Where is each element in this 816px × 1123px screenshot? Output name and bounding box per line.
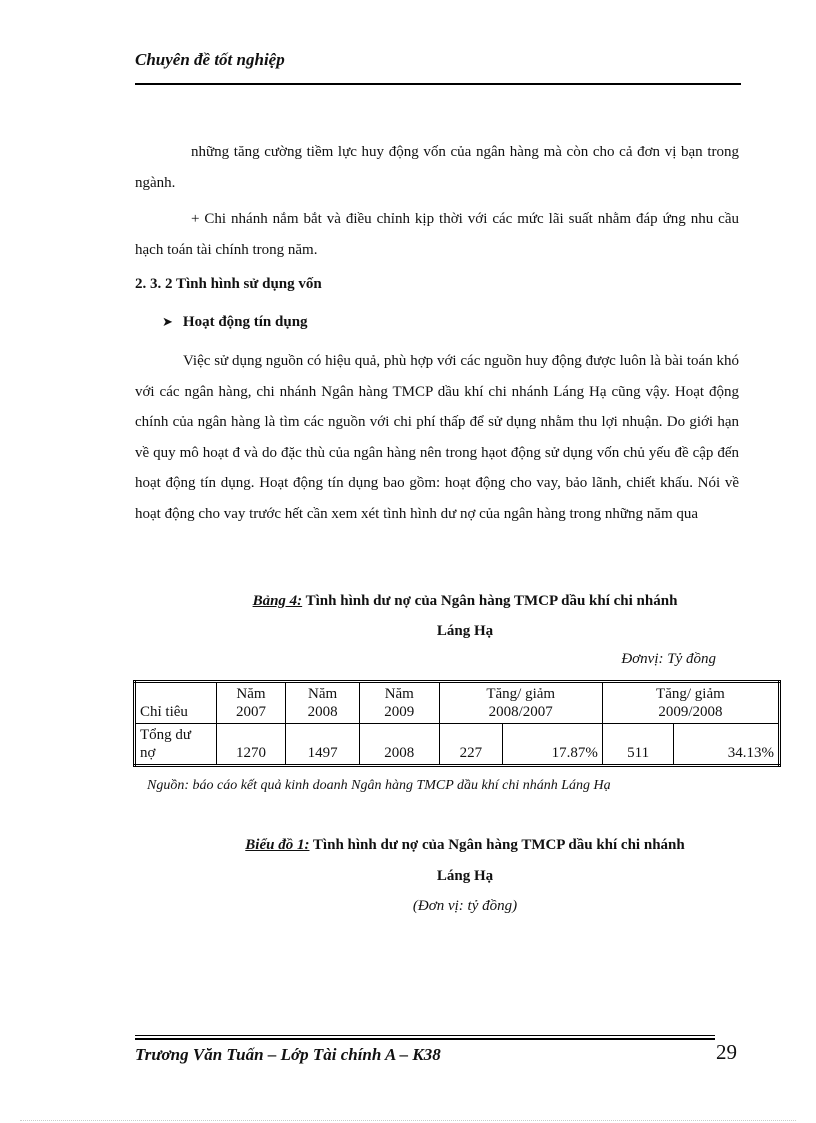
body-paragraph: Việc sử dụng nguồn có hiệu quả, phù hợp với các nguồn huy động được luôn là bài toán khó với các ngân hàng, chi nhánh Ngân hàng TMCP dầu khí chi nhánh Láng Hạ cũng vậy. Hoạt động chính của ngân hàng là tìm các nguồn với chi phí thấp để sử dụng nhằm thu lợi nhuận. Do giới hạn về quy mô hoạt đ và do đặc thù của ngân hàng nên trong hạot động sử dụng vốn chủ yếu đề cập đến hoạt động tín dụng. Hoạt động tín dụng bao gồm: hoạt động cho vay, bảo lãnh, chiết khấu. Nói về hoạt động cho vay trước hết cần xem xét tình hình dư nợ của ngân hàng trong những năm qua bbox=[135, 353, 739, 522]
chart-unit: (Đơn vị: tỷ đồng) bbox=[412, 898, 518, 914]
footer-divider-thin bbox=[135, 1035, 715, 1036]
table-header-row bbox=[135, 682, 780, 724]
footer-author: Trương Văn Tuấn – Lớp Tài chính A – K38 bbox=[135, 1045, 441, 1064]
page-header-title: Chuyên đề tốt nghiệp bbox=[135, 50, 285, 69]
cell-2009: 2008 bbox=[359, 724, 439, 766]
header-change-2009-2008: Tăng/ giảm 2009/2008 bbox=[602, 682, 779, 724]
page-bottom-edge bbox=[20, 1120, 796, 1121]
header-indicator: Chỉ tiêu bbox=[135, 682, 217, 724]
paragraph-2: + Chi nhánh nắm bắt và điều chỉnh kịp thời với các mức lãi suất nhằm đáp ứng nhu cầu hạch toán tài chính trong năm. bbox=[135, 211, 739, 258]
cell-2007: 1270 bbox=[216, 724, 286, 766]
header-2007: Năm 2007 bbox=[216, 682, 286, 724]
cell-change1-pct: 17.87% bbox=[503, 724, 603, 766]
table-caption-line2: Láng Hạ bbox=[436, 623, 494, 639]
cell-2008: 1497 bbox=[286, 724, 360, 766]
bullet-label: Hoạt động tín dụng bbox=[182, 314, 308, 330]
table-caption-title: Tình hình dư nợ của Ngân hàng TMCP dầu khí chi nhánh bbox=[302, 593, 678, 609]
cell-change2-pct: 34.13% bbox=[674, 724, 780, 766]
chart-caption-label: Biểu đồ 1: bbox=[245, 837, 310, 853]
paragraph-1: những tăng cường tiềm lực huy động vốn của ngân hàng mà còn cho cả đơn vị bạn trong ngành. bbox=[135, 144, 739, 191]
cell-change2-abs: 511 bbox=[602, 724, 674, 766]
arrow-bullet-icon: ➤ bbox=[162, 314, 173, 329]
header-2009: Năm 2009 bbox=[359, 682, 439, 724]
chart-caption-line1 bbox=[135, 837, 795, 854]
table-caption-line1 bbox=[135, 593, 795, 610]
table-caption-label: Bảng 4: bbox=[252, 593, 303, 609]
debt-table bbox=[133, 680, 781, 767]
header-2008: Năm 2008 bbox=[286, 682, 360, 724]
table-source: Nguồn: báo cáo kết quả kinh doanh Ngân hàng TMCP dầu khí chi nhánh Láng Hạ bbox=[147, 778, 611, 793]
table-unit: Đơnvị: Tỷ đồng bbox=[621, 651, 716, 667]
header-change-2008-2007: Tăng/ giảm 2008/2007 bbox=[439, 682, 602, 724]
chart-caption-line2: Láng Hạ bbox=[436, 868, 494, 884]
row-indicator: Tổng dư nợ bbox=[135, 724, 217, 766]
section-heading: 2. 3. 2 Tình hình sử dụng vốn bbox=[135, 276, 322, 292]
cell-change1-abs: 227 bbox=[439, 724, 503, 766]
page-number: 29 bbox=[716, 1040, 737, 1064]
header-divider bbox=[135, 83, 741, 85]
table-row bbox=[135, 724, 780, 766]
footer-divider-thick bbox=[135, 1038, 715, 1040]
bullet-item bbox=[162, 314, 308, 331]
chart-caption-title: Tình hình dư nợ của Ngân hàng TMCP dầu khí chi nhánh bbox=[309, 837, 685, 853]
